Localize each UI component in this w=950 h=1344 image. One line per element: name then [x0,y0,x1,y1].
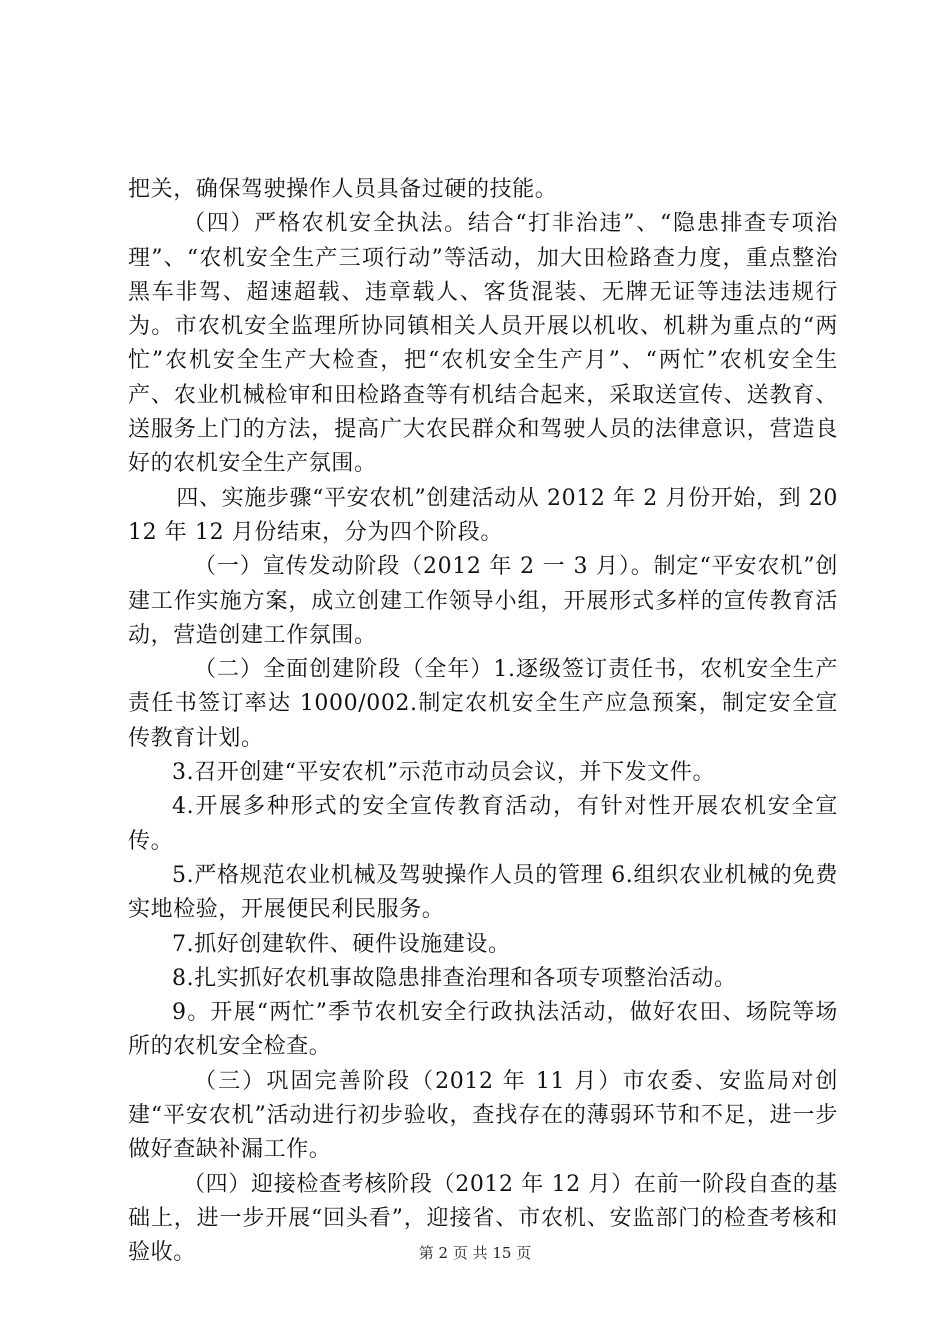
paragraph: 4.开展多种形式的安全宣传教育活动，有针对性开展农机安全宣传。 [128,794,838,854]
paragraph: 四、实施步骤“平安农机”创建活动从 2012 年 2 月份开始，到 2012 年 12 月份结束，分为四个阶段。 [128,485,838,545]
paragraph: 7.抓好创建软件、硬件设施建设。 [172,931,511,957]
paragraph: （四）严格农机安全执法。结合“打非治违”、“隐患排查专项治理”、“农机安全生产三项行动”等活动，加大田检路查力度，重点整治黑车非驾、超速超载、违章载人、客货混装、无牌无证等违法违规行为。市农机安全监理所协同镇相关人员开展以机收、机耕为重点的“两忙”农机安全生产大检查，把“农机安全生产月”、“两忙”农机安全生产、农业机械检审和田检路查等有机结合起来，采取送宣传、送教育、送服务上门的方法，提高广大农民群众和驾驶人员的法律意识，营造良好的农机安全生产氛围。 [128,211,838,477]
paragraph: 9。开展“两忙”季节农机安全行政执法活动，做好农田、场院等场所的农机安全检查。 [128,1000,838,1060]
paragraph: 3.召开创建“平安农机”示范市动员会议，并下发文件。 [172,760,716,786]
paragraph: （二）全面创建阶段（全年）1.逐级签订责任书，农机安全生产责任书签订率达 1000/002.制定农机安全生产应急预案，制定安全宣传教育计划。 [128,657,838,751]
paragraph: （四）迎接检查考核阶段（2012 年 12 月）在前一阶段自查的基础上，进一步开展“回头看”，迎接省、市农机、安监部门的检查考核和验收。 [128,1171,838,1266]
paragraph: 8.扎实抓好农机事故隐患排查治理和各项专项整治活动。 [172,965,737,991]
page-footer: 第 2 页 共 15 页 [418,1244,532,1262]
paragraph: （一）宣传发动阶段（2012 年 2 一 3 月）。制定“平安农机”创建工作实施方案，成立创建工作领导小组，开展形式多样的宣传教育活动，营造创建工作氛围。 [128,554,838,648]
document-body [128,173,838,1271]
paragraph: 把关，确保驾驶操作人员具备过硬的技能。 [128,177,558,202]
paragraph: 5.严格规范农业机械及驾驶操作人员的管理 6.组织农业机械的免费实地检验，开展便民利民服务。 [128,862,838,923]
paragraph: （三）巩固完善阶段（2012 年 11 月）市农委、安监局对创建“平安农机”活动进行初步验收，查找存在的薄弱环节和不足，进一步做好查缺补漏工作。 [128,1068,838,1163]
